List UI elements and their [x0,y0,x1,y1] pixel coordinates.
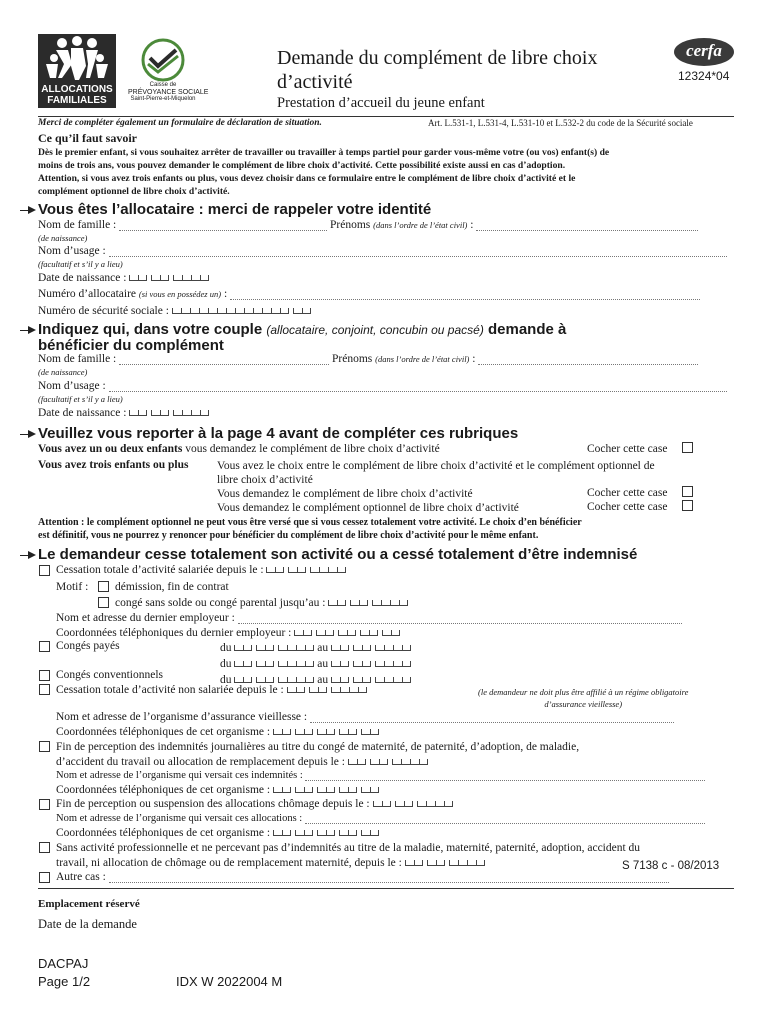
cerfa-number: 12324*04 [678,69,730,83]
reserve-date-demande: Date de la demande [38,917,137,931]
s3-opt2-cocher: Cocher cette case [587,501,668,513]
msa-logo [128,38,209,108]
caf-logo [38,34,116,108]
checkbox-clca[interactable] [682,486,693,497]
cerfa-logo: cerfa [674,38,734,66]
checkbox-cessation-salariee[interactable] [39,565,50,576]
s4-nom-org-chomage-label: Nom et adresse de l’organisme qui versait ces allocations : [56,813,303,824]
form-subtitle: Prestation d’accueil du jeune enfant [277,95,485,111]
s4-cessation-non-salariee-date[interactable] [287,687,367,693]
s4-cessation-salariee-date[interactable] [266,567,346,573]
s4-fin-ij-date[interactable] [348,759,428,765]
section-identity-title: Vous êtes l’allocataire : merci de rappeler votre identité [20,201,431,218]
merci-note: Merci de compléter également un formulaire de déclaration de situation. [38,118,322,128]
s2-nom-usage-label: Nom d’usage : [38,380,106,392]
s1-numero-allocataire-label: Numéro d’allocataire [38,288,137,300]
reserve-rule [38,888,734,889]
footer-idx: IDX W 2022004 M [176,974,283,989]
s4-nom-employeur-field[interactable] [238,623,682,624]
s4-coord-org-ij-label: Coordonnées téléphoniques de cet organisme : [56,784,271,796]
s2-date-naissance-field[interactable] [129,410,209,416]
s4-coord-org-chomage-field[interactable] [273,830,379,836]
section-choice-title: Veuillez vous reporter à la page 4 avant de compléter ces rubriques [20,425,518,442]
checkbox-one-two-children[interactable] [682,442,693,453]
s4-sans-activite-l1: Sans activité professionnelle et ne percevant pas d’indemnités au titre de la maladie, maternité, paternité, adoption, accident du [56,842,641,854]
checkbox-sans-activite[interactable] [39,842,50,853]
msa-emblem-icon [128,38,198,82]
s4-cessation-salariee-label: Cessation totale d’activité salariée depuis le : [56,564,264,576]
s4-coord-employeur-field[interactable] [294,630,400,636]
s1-nom-famille-field[interactable] [119,230,327,231]
checkbox-colca[interactable] [682,500,693,511]
s2-facultatif: (facultatif et s’il y a lieu) [38,394,123,404]
s3-row1-cocher: Cocher cette case [587,443,668,455]
s4-fin-chomage-date[interactable] [373,801,453,807]
s2-nom-famille-field[interactable] [119,364,329,365]
s3-row2-text-l1: Vous avez le choix entre le complément de libre choix d’activité et le complément optionnel de [217,460,655,472]
msa-logo-line3: Saint-Pierre-et-Miquelon [130,96,196,102]
section-couple-title: Indiquez qui, dans votre couple (allocataire, conjoint, concubin ou pacsé) demande à bénéficier du complément [20,322,566,353]
s4-sans-activite-l2: travail, ni allocation de chômage ou de remplacement maternité, depuis le : [56,857,402,869]
checkbox-conge-sans-solde[interactable] [98,597,109,608]
s4-autre-cas-label: Autre cas : [56,871,106,883]
s4-cp2-au-date[interactable] [331,661,411,667]
s4-cp1-du-date[interactable] [234,645,314,651]
s1-date-naissance-label: Date de naissance : [38,272,127,284]
footer-page: Page 1/2 [38,974,91,989]
articles: Art. L.531-1, L.531-4, L.531-10 et L.532-2 du code de la Sécurité sociale [428,118,693,128]
s4-nom-org-ij-field[interactable] [305,780,705,781]
arrow-icon [20,206,36,215]
s4-coord-org-vieillesse-field[interactable] [273,729,379,735]
s1-nom-usage-label: Nom d’usage : [38,245,106,257]
checkbox-autre-cas[interactable] [39,872,50,883]
checkbox-demission[interactable] [98,581,109,592]
s4-cessation-non-salariee-label: Cessation totale d’activité non salariée depuis le : [56,684,284,696]
s1-date-naissance-field[interactable] [129,275,209,281]
s2-prenoms-field[interactable] [478,364,698,365]
s2-de-naissance: (de naissance) [38,367,88,377]
intro-text: Dès le premier enfant, si vous souhaitez arrêter de travailler ou travailler à temps partiel pour garder vous-même votre (ou vos) enfant(s) de moins de trois ans, vous pouvez demander le complément de libre choix d’activité. Cette possibilité existe aussi en cas d’adoption. Attention, si vous avez trois enfants ou plus, vous devez choisir dans ce formulaire entre le complément de libre choix d’activité et le complément optionnel de libre choix d’activité. [38,147,610,197]
s2-date-naissance-label: Date de naissance : [38,407,127,419]
checkbox-fin-chomage[interactable] [39,799,50,810]
checkbox-conges-conventionnels[interactable] [39,670,50,681]
s4-nom-org-vieillesse-label: Nom et adresse de l’organisme d’assurance vieillesse : [56,711,308,723]
caf-figures-icon [38,34,116,84]
s4-conge-sans-solde-date[interactable] [328,600,408,606]
checkbox-cessation-non-salariee[interactable] [39,684,50,695]
header-rule [38,116,734,117]
s4-nom-org-ij-label: Nom et adresse de l’organisme qui versait ces indemnités : [56,770,303,781]
s4-conge-sans-solde-label: congé sans solde ou congé parental jusqu’au : [115,597,326,609]
s4-nom-org-chomage-field[interactable] [305,823,705,824]
s4-conges-payes-label: Congés payés [56,640,120,652]
s4-coord-org-chomage-label: Coordonnées téléphoniques de cet organisme : [56,827,271,839]
s4-coord-org-ij-field[interactable] [273,787,379,793]
s3-row1-bold: Vous avez un ou deux enfants [38,443,183,455]
arrow-icon [20,430,36,439]
section-cessation-title: Le demandeur cesse totalement son activité ou a cessé totalement d’être indemnisé [20,546,637,563]
s4-motif-label: Motif : [56,581,89,593]
form-title-line2: d’activité [277,71,353,93]
msa-logo-line2: PRÉVOYANCE SOCIALE [128,89,209,96]
checkbox-conges-payes[interactable] [39,641,50,652]
s1-numero-allocataire-field[interactable] [230,299,700,300]
form-title [277,46,597,94]
intro-heading: Ce qu’il faut savoir [38,131,137,145]
caf-logo-line2: FAMILIALES [47,95,107,106]
s4-fin-ij-l2: d’accident du travail ou allocation de remplacement depuis le : [56,756,345,768]
s4-autre-cas-field[interactable] [109,882,669,883]
s3-attention: Attention : le complément optionnel ne peut vous être versé que si vous cessez totalement votre activité. Le choix d’en bénéficier est définitif, vous ne pourrez y renoncer pour bénéficier du complément de libre choix d’activité pour le même enfant. [38,517,582,541]
s1-facultatif: (facultatif et s’il y a lieu) [38,259,123,269]
s4-fin-ij-l1: Fin de perception des indemnités journalières au titre du congé de maternité, de paternité, d’adoption, de maladie, [56,741,580,753]
arrow-icon [20,326,36,335]
s4-conges-conv-label: Congés conventionnels [56,669,163,681]
s4-nom-org-vieillesse-field[interactable] [310,722,674,723]
s4-demission-label: démission, fin de contrat [115,581,229,593]
s4-cc-du-date[interactable] [234,677,314,683]
s1-nom-usage-field[interactable] [109,256,727,257]
arrow-icon [20,551,36,560]
msa-logo-line1: Caisse de [149,82,177,88]
s3-row2-opt1: Vous demandez le complément de libre choix d’activité [217,488,473,500]
s4-note-regime: (le demandeur ne doit plus être affilié à un régime obligatoire d’assurance vieillesse) [478,687,689,709]
footer-code: DACPAJ [38,956,89,971]
s3-row2-bold: Vous avez trois enfants ou plus [38,459,189,471]
s1-prenoms-label: Prénoms [330,219,371,231]
form-title-line1: Demande du complément de libre choix [277,47,598,69]
s2-nom-usage-field[interactable] [109,391,727,392]
reserve-title: Emplacement réservé [38,898,140,910]
s1-numero-secu-field[interactable] [172,308,311,314]
caf-logo-line1: ALLOCATIONS [41,84,113,95]
s3-row2-text-l2: libre choix d’activité [217,474,313,486]
s4-cp2-du-date[interactable] [234,661,314,667]
s1-nom-famille-label: Nom de famille : [38,219,117,231]
s2-prenoms-label: Prénoms [332,353,373,365]
s4-coord-org-vieillesse-label: Coordonnées téléphoniques de cet organisme : [56,726,271,738]
checkbox-fin-ij[interactable] [39,741,50,752]
s4-nom-employeur-label: Nom et adresse du dernier employeur : [56,612,235,624]
s3-row2-opt2: Vous demandez le complément optionnel de libre choix d’activité [217,502,519,514]
s3-opt1-cocher: Cocher cette case [587,487,668,499]
s4-sans-activite-date[interactable] [405,860,485,866]
s1-numero-secu-label: Numéro de sécurité sociale : [38,305,169,317]
s4-coord-employeur-label: Coordonnées téléphoniques du dernier employeur : [56,627,292,639]
form-code: S 7138 c - 08/2013 [622,860,720,872]
s1-de-naissance: (de naissance) [38,233,88,243]
s4-cc-au-date[interactable] [331,677,411,683]
s4-fin-chomage-label: Fin de perception ou suspension des allocations chômage depuis le : [56,798,370,810]
s4-cp1-au-date[interactable] [331,645,411,651]
s2-nom-famille-label: Nom de famille : [38,353,117,365]
s1-prenoms-field[interactable] [476,230,698,231]
s3-row1-text: vous demandez le complément de libre choix d’activité [185,443,440,455]
